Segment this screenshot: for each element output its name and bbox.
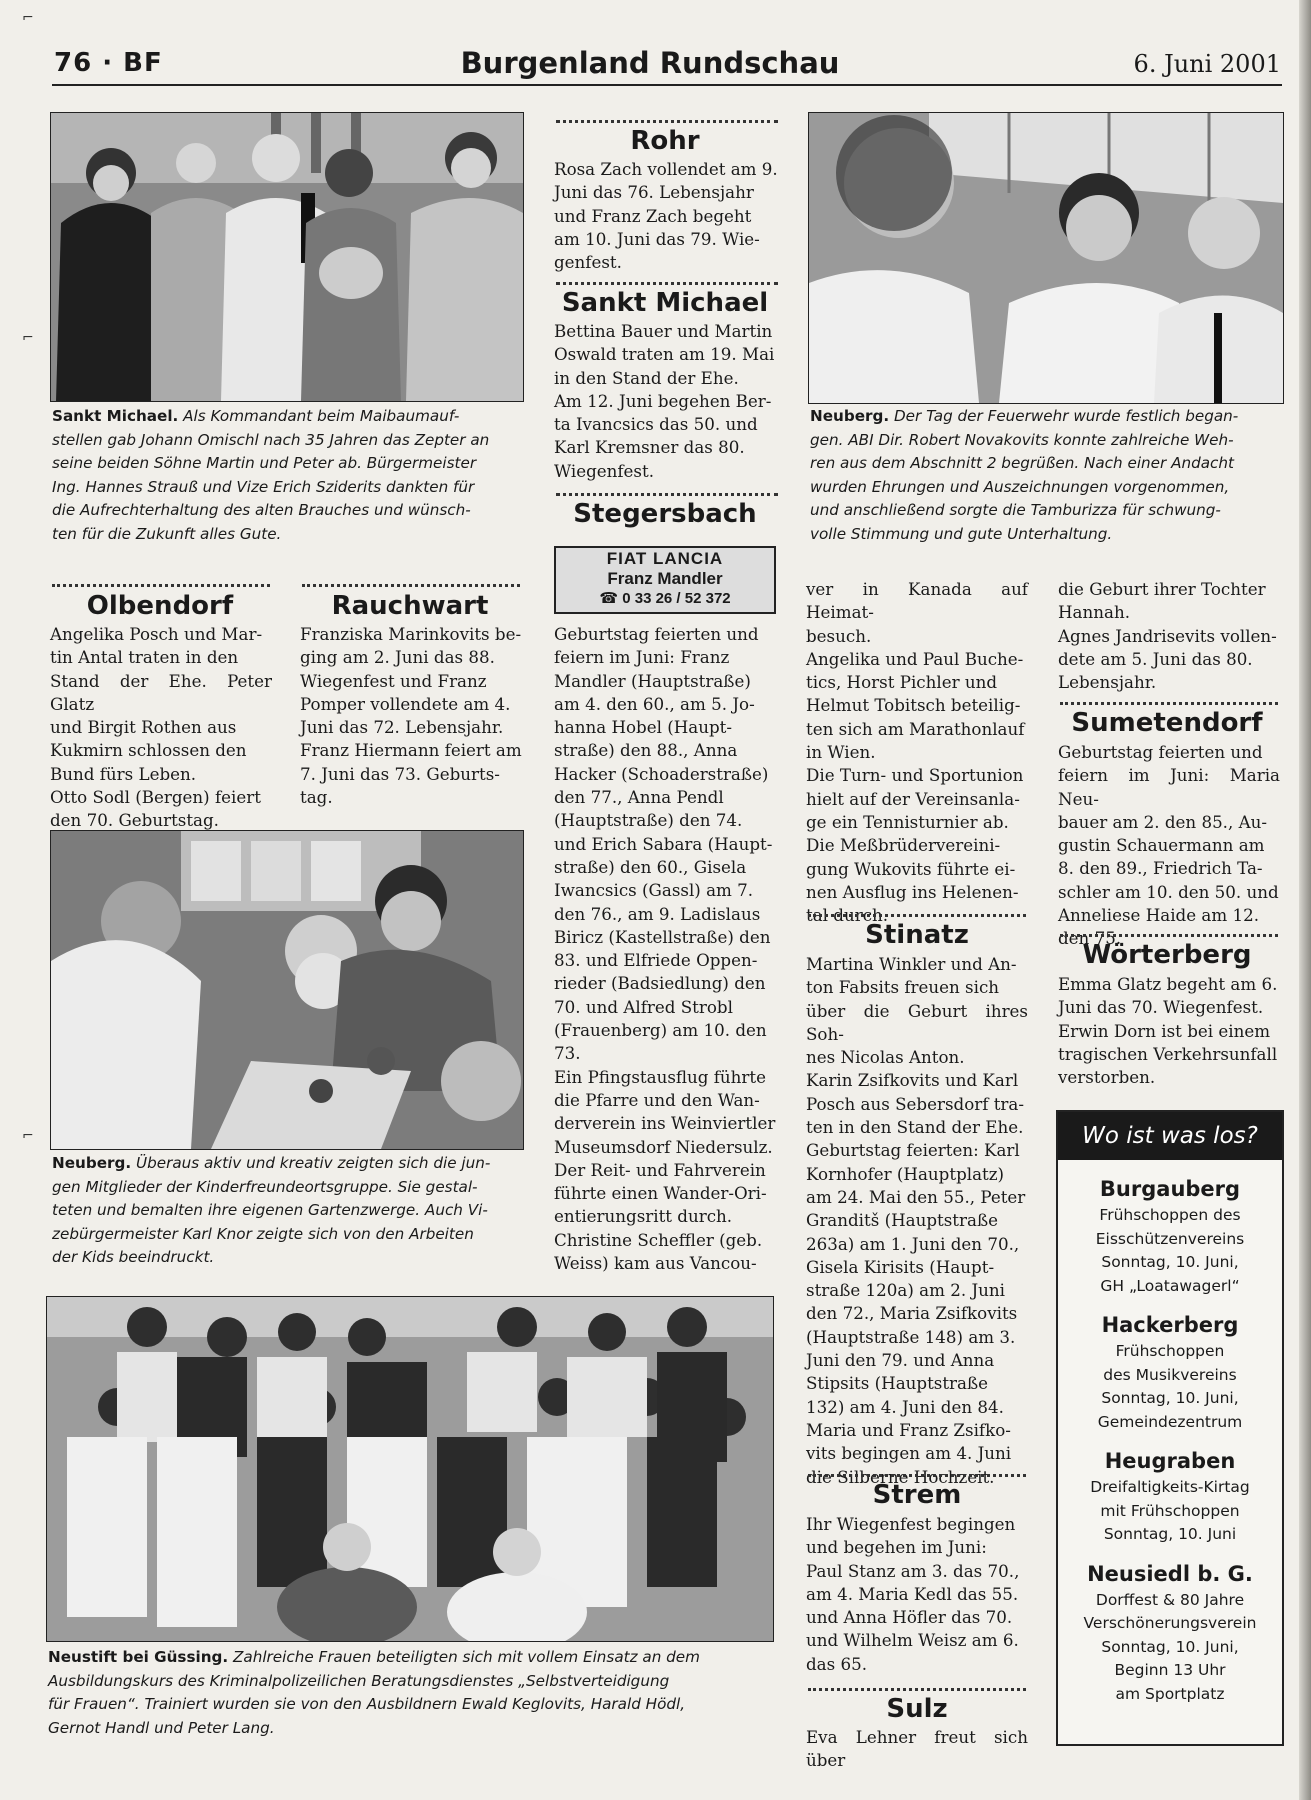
event-detail: mit Frühschoppen xyxy=(1100,1501,1240,1520)
text-line: den 76., am 9. Ladislaus xyxy=(554,903,761,924)
text-line: dete am 5. Juni das 80. xyxy=(1058,648,1253,669)
section-heading-sankt-michael: Sankt Michael xyxy=(561,288,769,318)
text-line: Mandler (Hauptstraße) xyxy=(554,670,751,691)
text-line: Kukmirn schlossen den xyxy=(50,740,247,761)
event-place: Neusiedl b. G. xyxy=(1087,1561,1253,1586)
text-line: Pomper vollendete am 4. xyxy=(300,693,511,714)
text-line: Der Reit- und Fahrverein xyxy=(554,1159,766,1180)
text-line: ten in den Stand der Ehe. xyxy=(806,1117,1024,1138)
text-line: gustin Schauermann am xyxy=(1058,835,1265,856)
text-line: tag. xyxy=(300,787,333,808)
text-line: führte einen Wander-Ori- xyxy=(554,1183,767,1204)
caption-text: zebürgermeister Karl Knor zeigte sich von den Arbeiten xyxy=(52,1224,474,1243)
events-box xyxy=(1056,1110,1284,1746)
caption-place: Neustift bei Güssing. xyxy=(48,1648,229,1666)
text-line: das 65. xyxy=(806,1653,868,1674)
text-line: und Erich Sabara (Haupt- xyxy=(554,833,773,854)
ad-phone: ☎ 0 33 26 / 52 372 xyxy=(599,590,731,607)
caption-text: die Aufrechterhaltung des alten Brauches und wünsch- xyxy=(52,501,471,519)
photo-sankt-michael xyxy=(50,112,524,402)
text-line: Ihr Wiegenfest begingen xyxy=(806,1514,1016,1534)
caption-text: Zahlreiche Frauen beteiligten sich mit vollem Einsatz an dem xyxy=(233,1648,700,1666)
event-detail: Sonntag, 10. Juni xyxy=(1103,1525,1237,1543)
text-line: besuch. xyxy=(806,625,872,646)
header-rule xyxy=(52,84,1282,86)
text-line: Helmut Tobitsch beteilig- xyxy=(806,695,1021,716)
event-detail: Dorffest & 80 Jahre xyxy=(1095,1590,1245,1609)
text-line: Geburtstag feierten und xyxy=(554,624,759,644)
events-box-title: Wo ist was los? xyxy=(1058,1112,1282,1160)
article-strem xyxy=(806,1513,1028,1676)
text-line: in Wien. xyxy=(806,742,876,763)
text-line: am 10. Juni das 79. Wie- xyxy=(554,228,760,249)
text-line: derverein ins Weinviertler xyxy=(554,1113,776,1134)
text-line: (Frauenberg) am 10. den xyxy=(554,1020,767,1041)
text-line: ge ein Tennisturnier ab. xyxy=(806,811,1009,832)
text-line: Die Turn- und Sportunion xyxy=(806,765,1024,786)
text-line: vits begingen am 4. Juni xyxy=(806,1443,1012,1464)
text-line: Stand der Ehe. Peter Glatz xyxy=(50,670,272,714)
section-divider xyxy=(1060,934,1278,937)
text-line: genfest. xyxy=(554,252,622,273)
text-line: schler am 10. den 50. und xyxy=(1058,881,1279,902)
caption-text: Als Kommandant beim Maibaumauf- xyxy=(183,407,460,425)
event-place: Hackerberg xyxy=(1101,1313,1239,1337)
text-line: die Pfarre und den Wan- xyxy=(554,1089,760,1110)
caption-sankt-michael xyxy=(52,405,527,546)
article-olbendorf xyxy=(50,623,272,833)
event-detail: Sonntag, 10. Juni, xyxy=(1101,1637,1239,1656)
text-line: tics, Horst Pichler und xyxy=(806,672,998,693)
section-heading-sumetendorf: Sumetendorf xyxy=(1071,708,1263,738)
text-line: tal durch. xyxy=(806,905,889,926)
section-divider xyxy=(808,1688,1026,1691)
section-divider xyxy=(808,1474,1026,1477)
text-line: und Birgit Rothen aus xyxy=(50,717,237,738)
text-line: straße) den 60., Gisela xyxy=(554,856,747,877)
section-divider xyxy=(302,584,520,587)
text-line: hielt auf der Vereinsanla- xyxy=(806,788,1020,809)
text-line: Christine Scheffler (geb. xyxy=(554,1229,763,1250)
article-sumetendorf xyxy=(1058,741,1280,951)
photo-neuberg-feuerwehr xyxy=(808,112,1284,404)
text-line: Museumsdorf Niedersulz. xyxy=(554,1136,773,1157)
event-detail: des Musikvereins xyxy=(1103,1365,1237,1384)
text-line: Granditš (Hauptstraße xyxy=(806,1210,998,1231)
text-line: Franziska Marinkovits be- xyxy=(300,624,522,644)
event-item xyxy=(1058,1559,1282,1707)
text-line: Bund fürs Leben. xyxy=(50,763,197,784)
caption-neuberg-kinder xyxy=(52,1152,527,1270)
text-line: Lebensjahr. xyxy=(1058,672,1157,693)
article-woerterberg xyxy=(1058,973,1280,1089)
article-rohr xyxy=(554,158,778,274)
caption-text: Der Tag der Feuerwehr wurde festlich began- xyxy=(893,407,1239,425)
section-heading-olbendorf: Olbendorf xyxy=(86,591,234,621)
section-divider xyxy=(556,120,778,123)
caption-text: Gernot Handl und Peter Lang. xyxy=(48,1718,275,1737)
caption-text: und anschließend sorgte die Tamburizza für schwung- xyxy=(810,501,1221,519)
text-line: Martina Winkler und An- xyxy=(806,954,1017,974)
text-line: bauer am 2. den 85., Au- xyxy=(1058,811,1268,832)
ad-brand: FIAT LANCIA xyxy=(606,549,724,568)
section-divider xyxy=(1060,702,1278,705)
article-stinatz xyxy=(806,953,1028,1489)
caption-text: stellen gab Johann Omischl nach 35 Jahren das Zepter an xyxy=(52,430,490,449)
section-heading-stinatz: Stinatz xyxy=(865,920,969,950)
page-edge xyxy=(1299,0,1311,1800)
text-line: Karl Kremsner das 80. xyxy=(554,437,745,458)
event-detail: Beginn 13 Uhr xyxy=(1114,1661,1226,1679)
text-line: Am 12. Juni begehen Ber- xyxy=(554,390,772,411)
text-line: feiern im Juni: Franz xyxy=(554,647,730,668)
text-line: Anneliese Haide am 12. xyxy=(1058,905,1260,926)
text-line: Agnes Jandrisevits vollen- xyxy=(1058,625,1277,646)
text-line: Weiss) kam aus Vancou- xyxy=(554,1253,757,1274)
text-line: Angelika Posch und Mar- xyxy=(50,624,263,644)
event-detail: Verschönerungsverein xyxy=(1083,1614,1257,1632)
advertisement-fiat-lancia xyxy=(554,546,776,614)
text-line: 7. Juni das 73. Geburts- xyxy=(300,763,500,784)
text-line: ta Ivancsics das 50. und xyxy=(554,414,758,435)
text-line: Juni das 72. Lebensjahr. xyxy=(300,717,504,738)
text-line: (Hauptstraße) den 74. xyxy=(554,810,743,831)
text-line: und Franz Zach begeht xyxy=(554,205,752,226)
section-divider xyxy=(556,282,778,285)
text-line: ver in Kanada auf Heimat- xyxy=(806,579,1028,623)
caption-text: wurden Ehrungen und Auszeichnungen vorgenommen, xyxy=(810,477,1230,496)
event-detail: Frühschoppen xyxy=(1115,1342,1225,1360)
text-line: Ein Pfingstausflug führte xyxy=(554,1066,766,1087)
text-line: am 24. Mai den 55., Peter xyxy=(806,1186,1026,1207)
text-line: Gisela Kirisits (Haupt- xyxy=(806,1256,995,1277)
text-line: Angelika und Paul Buche- xyxy=(806,648,1024,669)
caption-text: ten für die Zukunft alles Gute. xyxy=(52,524,282,543)
article-sulz-continued xyxy=(1058,578,1280,694)
caption-text: ren aus dem Abschnitt 2 begrüßen. Nach einer Andacht xyxy=(810,454,1234,472)
text-line: entierungsritt durch. xyxy=(554,1206,733,1227)
event-detail: Frühschoppen des xyxy=(1099,1206,1241,1224)
text-line: Juni das 70. Wiegenfest. xyxy=(1058,997,1264,1018)
text-line: Rosa Zach vollendet am 9. xyxy=(554,159,778,179)
text-line: ton Fabsits freuen sich xyxy=(806,977,1000,998)
page-number: 76 · BF xyxy=(54,48,163,78)
text-line: Iwancsics (Gassl) am 7. xyxy=(554,880,754,901)
text-line: den 75. xyxy=(1058,928,1122,949)
event-detail: Eisschützenvereins xyxy=(1095,1229,1245,1248)
scan-mark: ⌐ xyxy=(22,1128,34,1144)
section-heading-rauchwart: Rauchwart xyxy=(331,591,489,621)
text-line: den 77., Anna Pendl xyxy=(554,787,724,808)
text-line: Geburtstag feierten: Karl xyxy=(806,1140,1020,1161)
text-line: Geburtstag feierten und xyxy=(1058,742,1263,762)
caption-place: Neuberg. xyxy=(52,1154,132,1172)
text-line: Juni den 79. und Anna xyxy=(806,1350,995,1371)
text-line: 73. xyxy=(554,1043,581,1064)
text-line: Oswald traten am 19. Mai xyxy=(554,344,775,365)
text-line: 83. und Elfriede Oppen- xyxy=(554,950,758,971)
text-line: und begehen im Juni: xyxy=(806,1537,987,1558)
text-line: Wiegenfest. xyxy=(554,460,655,481)
text-line: Otto Sodl (Bergen) feiert xyxy=(50,787,261,808)
text-line: und Anna Höfler das 70. xyxy=(806,1607,1013,1628)
text-line: (Hauptstraße 148) am 3. xyxy=(806,1326,1016,1347)
text-line: Hacker (Schoaderstraße) xyxy=(554,763,769,784)
text-line: verstorben. xyxy=(1058,1067,1156,1088)
text-line: 132) am 4. Juni den 84. xyxy=(806,1396,1004,1417)
caption-text: teten und bemalten ihre eigenen Gartenzwerge. Auch Vi- xyxy=(52,1201,488,1219)
section-heading-woerterberg: Wörterberg xyxy=(1082,940,1252,970)
text-line: den 72., Maria Zsifkovits xyxy=(806,1303,1018,1324)
text-line: gung Wukovits führte ei- xyxy=(806,858,1016,879)
caption-place: Neuberg. xyxy=(810,407,890,425)
event-detail: Gemeindezentrum xyxy=(1097,1412,1243,1431)
text-line: Karin Zsifkovits und Karl xyxy=(806,1070,1019,1091)
event-item xyxy=(1058,1174,1282,1298)
caption-text: Ing. Hannes Strauß und Vize Erich Sziderits dankten für xyxy=(52,477,475,496)
text-line: die Silberne Hochzeit. xyxy=(806,1466,995,1487)
photo-neustift-frauen xyxy=(46,1296,774,1642)
text-line: Posch aus Sebersdorf tra- xyxy=(806,1093,1024,1114)
caption-text: Überaus aktiv und kreativ zeigten sich die jun- xyxy=(135,1154,491,1172)
text-line: Eva Lehner freut sich über xyxy=(806,1727,1028,1771)
event-place: Burgauberg xyxy=(1099,1177,1241,1201)
caption-neustift xyxy=(48,1646,788,1740)
article-stegersbach xyxy=(554,623,778,1275)
event-detail: Sonntag, 10. Juni, xyxy=(1101,1389,1239,1407)
text-line: rieder (Badsiedlung) den xyxy=(554,973,766,994)
event-detail: Sonntag, 10. Juni, xyxy=(1101,1253,1239,1271)
text-line: 8. den 89., Friedrich Ta- xyxy=(1058,858,1263,879)
caption-text: der Kids beeindruckt. xyxy=(52,1248,215,1266)
text-line: tin Antal traten in den xyxy=(50,647,239,668)
text-line: 70. und Alfred Strobl xyxy=(554,996,733,1017)
section-heading-sulz: Sulz xyxy=(886,1694,948,1724)
caption-text: für Frauen“. Trainiert wurden sie von den Ausbildnern Ewald Keglovits, Harald Hödl, xyxy=(48,1695,686,1713)
caption-place: Sankt Michael. xyxy=(52,407,179,425)
text-line: Maria und Franz Zsifko- xyxy=(806,1419,1011,1440)
caption-text: seine beiden Söhne Martin und Peter ab. Bürgermeister xyxy=(52,454,477,472)
text-line: feiern im Juni: Maria Neu- xyxy=(1058,765,1280,809)
text-line: straße 120a) am 2. Juni xyxy=(806,1280,1005,1301)
event-detail: Dreifaltigkeits-Kirtag xyxy=(1090,1478,1250,1496)
text-line: Kornhofer (Hauptplatz) xyxy=(806,1163,1005,1184)
section-heading-strem: Strem xyxy=(872,1480,962,1510)
event-detail: GH „Loatawagerl“ xyxy=(1100,1276,1240,1295)
issue-date: 6. Juni 2001 xyxy=(1133,50,1281,78)
text-line: straße) den 88., Anna xyxy=(554,740,738,761)
text-line: ten sich am Marathonlauf xyxy=(806,718,1025,739)
ad-dealer: Franz Mandler xyxy=(607,569,723,588)
text-line: und Wilhelm Weisz am 6. xyxy=(806,1630,1019,1651)
text-line: hanna Hobel (Haupt- xyxy=(554,717,733,738)
text-line: Paul Stanz am 3. das 70., xyxy=(806,1560,1020,1581)
newspaper-title: Burgenland Rundschau xyxy=(460,46,840,80)
section-divider xyxy=(52,584,270,587)
caption-text: volle Stimmung und gute Unterhaltung. xyxy=(810,524,1113,543)
caption-neuberg-feuerwehr xyxy=(810,405,1285,546)
text-line: ging am 2. Juni das 88. xyxy=(300,647,495,668)
event-item xyxy=(1058,1446,1282,1547)
text-line: Franz Hiermann feiert am xyxy=(300,740,522,761)
event-place: Heugraben xyxy=(1104,1449,1236,1473)
text-line: Emma Glatz begeht am 6. xyxy=(1058,974,1278,994)
article-rauchwart xyxy=(300,623,522,809)
text-line: Wiegenfest und Franz xyxy=(300,670,487,691)
text-line: am 4. den 60., am 5. Jo- xyxy=(554,693,755,714)
text-line: Die Meßbrüdervereini- xyxy=(806,835,1001,856)
photo-neuberg-kinder xyxy=(50,830,524,1150)
text-line: Biricz (Kastellstraße) den xyxy=(554,926,771,947)
text-line: den 70. Geburtstag. xyxy=(50,810,219,831)
section-heading-rohr: Rohr xyxy=(630,126,700,156)
event-item xyxy=(1058,1310,1282,1434)
text-line: Juni das 76. Lebensjahr xyxy=(554,182,754,203)
text-line: nes Nicolas Anton. xyxy=(806,1047,965,1068)
text-line: 263a) am 1. Juni den 70., xyxy=(806,1233,1020,1254)
text-line: in den Stand der Ehe. xyxy=(554,367,739,388)
caption-text: Ausbildungskurs des Kriminalpolizeilichen Beratungsdienstes „Selbstverteidigung xyxy=(48,1671,670,1690)
text-line: nen Ausflug ins Helenen- xyxy=(806,881,1019,902)
text-line: Erwin Dorn ist bei einem xyxy=(1058,1020,1271,1041)
caption-text: gen. ABI Dir. Robert Novakovits konnte zahlreiche Weh- xyxy=(810,430,1234,449)
article-sankt-michael xyxy=(554,320,778,483)
section-heading-stegersbach: Stegersbach xyxy=(573,499,757,529)
section-divider xyxy=(808,914,1026,917)
scan-mark: ⌐ xyxy=(22,10,34,26)
text-line: am 4. Maria Kedl das 55. xyxy=(806,1583,1019,1604)
caption-text: gen Mitglieder der Kinderfreundeortsgruppe. Sie gestal- xyxy=(52,1177,478,1196)
text-line: Bettina Bauer und Martin xyxy=(554,321,773,341)
scan-mark: ⌐ xyxy=(22,330,34,346)
text-line: Stipsits (Hauptstraße xyxy=(806,1373,988,1394)
article-sulz xyxy=(806,1726,1028,1773)
text-line: tragischen Verkehrsunfall xyxy=(1058,1043,1278,1064)
section-divider xyxy=(556,493,778,496)
text-line: Hannah. xyxy=(1058,602,1130,623)
article-stegersbach-continued xyxy=(806,578,1028,927)
text-line: über die Geburt ihres Soh- xyxy=(806,1000,1028,1044)
event-detail: am Sportplatz xyxy=(1115,1684,1225,1703)
text-line: die Geburt ihrer Tochter xyxy=(1058,579,1266,599)
events-list xyxy=(1058,1160,1282,1706)
